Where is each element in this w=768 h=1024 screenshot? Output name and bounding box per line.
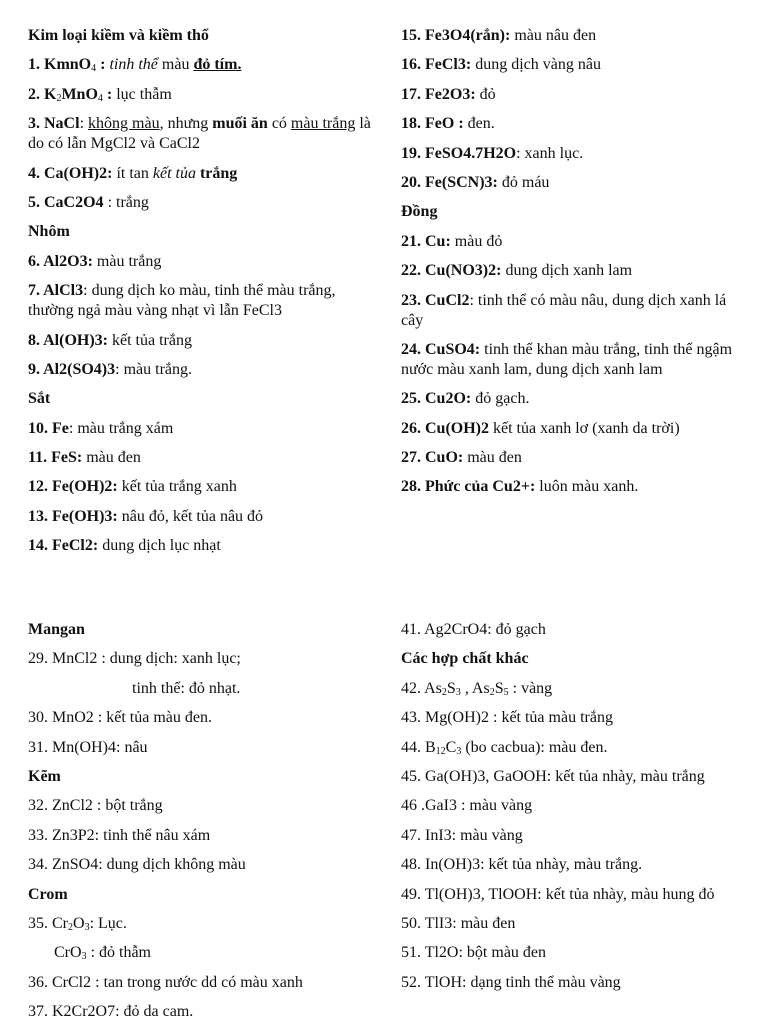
list-item: [28, 360, 373, 380]
text-span: đen.: [463, 115, 495, 133]
list-item: [28, 55, 373, 75]
list-item: [401, 708, 746, 728]
text-span: : dung dịch ko màu, tinh thể màu trắng, thường ngả màu vàng nhạt vì lẫn FeCl3: [28, 282, 336, 320]
text-span: : đỏ thẫm: [86, 944, 151, 962]
text-span: 5. CaC2O4: [28, 193, 104, 211]
text-span: 33. Zn3P2: tinh thể nâu xám: [28, 826, 211, 844]
text-span: trắng: [199, 164, 238, 182]
text-span: màu: [157, 56, 194, 74]
column-left-bottom: [28, 620, 373, 1022]
list-item: [28, 252, 373, 272]
subscript: 2: [441, 686, 447, 698]
text-span: :: [96, 56, 110, 74]
text-span: S: [446, 679, 456, 697]
text-span: , As: [460, 679, 490, 697]
section-heading: [401, 202, 746, 222]
text-span: 20. Fe(SCN)3:: [401, 173, 498, 191]
list-item: [28, 448, 373, 468]
text-span: lục thẫm: [112, 85, 172, 103]
list-item: [28, 331, 373, 351]
list-item: [401, 973, 746, 993]
subscript: 3: [81, 951, 87, 963]
section-heading: [401, 649, 746, 669]
text-span: màu đen: [82, 449, 141, 467]
text-span: 46 .GaI3 : màu vàng: [401, 797, 533, 815]
list-item: [401, 796, 746, 816]
text-span: 8. Al(OH)3:: [28, 331, 108, 349]
text-span: 34. ZnSO4: dung dịch không màu: [28, 856, 246, 874]
text-span: kết tủa: [152, 164, 196, 182]
text-span: :: [79, 115, 89, 133]
list-item: [28, 943, 373, 963]
text-span: 37. K2Cr2O7: đỏ da cam.: [28, 1003, 194, 1021]
subscript: 3: [456, 745, 462, 757]
text-span: 19. FeSO4.7H2O: [401, 144, 517, 162]
list-item: [28, 796, 373, 816]
text-span: : màu trắng.: [115, 360, 192, 378]
text-span: S: [494, 679, 504, 697]
text-span: luôn màu xanh.: [535, 478, 639, 496]
section-heading: [28, 620, 373, 640]
list-item: [401, 389, 746, 409]
text-span: 21. Cu:: [401, 232, 451, 250]
text-span: : trắng: [103, 193, 149, 211]
list-item: [401, 26, 746, 46]
text-span: tinh thể khan màu trắng, tinh thể ngậm nước màu xanh lam, dung dịch xanh lam: [401, 340, 733, 378]
text-span: 47. InI3: màu vàng: [401, 826, 523, 844]
text-span: 29. MnCl2 : dung dịch: xanh lục;: [28, 650, 241, 668]
text-span: : vàng: [508, 679, 553, 697]
text-span: kết tủa xanh lơ (xanh da trời): [489, 419, 680, 437]
text-span: O: [73, 914, 85, 932]
list-item: [28, 419, 373, 439]
list-item: [28, 193, 373, 213]
text-span: MnO: [61, 85, 98, 103]
text-span: 24. CuSO4:: [401, 340, 481, 358]
section-heading: [28, 222, 373, 242]
list-item: [401, 885, 746, 905]
list-item: [401, 261, 746, 281]
text-span: 12. Fe(OH)2:: [28, 478, 118, 496]
list-item: [28, 973, 373, 993]
text-span: đỏ tím.: [193, 56, 242, 74]
list-item: [28, 738, 373, 758]
list-item: [401, 114, 746, 134]
list-item: [401, 767, 746, 787]
text-span: 52. TlOH: dạng tinh thể màu vàng: [401, 973, 621, 991]
text-span: 15. Fe3O4(rắn):: [401, 27, 511, 44]
text-span: 22. Cu(NO3)2:: [401, 262, 502, 280]
text-span: C: [445, 738, 457, 756]
text-span: Các hợp chất khác: [401, 650, 529, 668]
list-item: [401, 679, 746, 699]
text-span: có: [267, 115, 291, 133]
text-span: 13. Fe(OH)3:: [28, 507, 118, 525]
text-span: kết tủa trắng: [108, 331, 192, 349]
text-span: 10. Fe: [28, 419, 69, 437]
text-span: màu đỏ: [450, 232, 503, 250]
text-span: 3. NaCl: [28, 115, 80, 133]
text-span: màu nâu đen: [510, 27, 597, 44]
text-span: màu trắng: [290, 115, 356, 133]
list-item: [28, 679, 373, 699]
list-item: [401, 291, 746, 331]
text-span: tinh thể: [109, 56, 158, 74]
text-span: 42. As: [401, 679, 442, 697]
text-span: Mangan: [28, 621, 85, 638]
text-span: 32. ZnCl2 : bột trắng: [28, 797, 163, 815]
text-span: không màu: [88, 115, 160, 133]
text-span: 30. MnO2 : kết tủa màu đen.: [28, 709, 212, 727]
text-span: 28. Phức của Cu2+:: [401, 478, 536, 496]
text-span: là do có lẫn MgCl2 và CaCl2: [28, 115, 371, 153]
text-span: 31. Mn(OH)4: nâu: [28, 738, 148, 756]
text-span: dung dịch vàng nâu: [471, 56, 601, 74]
text-span: 7. AlCl3: [28, 282, 84, 300]
list-item: [28, 1002, 373, 1022]
text-span: , nhưng: [159, 115, 213, 133]
subscript: 2: [56, 92, 62, 104]
text-span: kết tủa trắng xanh: [117, 478, 237, 496]
list-item: [401, 144, 746, 164]
text-span: 49. Tl(OH)3, TlOOH: kết tủa nhày, màu hung đỏ: [401, 885, 715, 903]
list-item: [401, 477, 746, 497]
section-heading: [28, 389, 373, 409]
text-span: dung dịch lục nhạt: [98, 537, 221, 555]
text-span: 25. Cu2O:: [401, 390, 472, 408]
text-span: Sắt: [28, 390, 51, 408]
text-span: : màu trắng xám: [68, 419, 174, 437]
list-item: [28, 708, 373, 728]
text-span: đỏ: [475, 85, 496, 103]
subscript: 2: [68, 921, 73, 933]
text-span: 26. Cu(OH)2: [401, 419, 489, 437]
text-span: 16. FeCl3:: [401, 56, 472, 74]
list-item: [401, 620, 746, 640]
list-item: [401, 943, 746, 963]
text-span: đỏ gạch.: [471, 390, 530, 408]
text-span: muối ăn: [212, 115, 268, 133]
text-span: : xanh lục.: [516, 144, 584, 162]
list-item: [28, 649, 373, 669]
list-item: [28, 536, 373, 556]
text-span: màu đen: [463, 449, 522, 467]
text-span: 41. Ag2CrO4: đỏ gạch: [401, 621, 546, 638]
subscript: 4: [97, 92, 103, 104]
text-span: 43. Mg(OH)2 : kết tủa màu trắng: [401, 709, 613, 727]
text-span: CrO: [54, 944, 82, 962]
list-item: [28, 281, 373, 321]
section-heading: [28, 26, 373, 46]
subscript: 12: [435, 745, 446, 757]
text-span: 4. Ca(OH)2:: [28, 164, 113, 182]
text-span: 48. In(OH)3: kết tủa nhày, màu trắng.: [401, 856, 643, 874]
list-item: [401, 855, 746, 875]
text-span: 44. B: [401, 738, 436, 756]
section-heading: [28, 885, 373, 905]
subscript: 4: [91, 63, 97, 75]
text-span: Kẽm: [28, 767, 61, 785]
text-span: 2. K: [28, 85, 57, 103]
text-span: đỏ máu: [497, 173, 550, 191]
text-span: 9. Al2(SO4)3: [28, 360, 116, 378]
list-item: [28, 477, 373, 497]
text-span: Crom: [28, 885, 68, 903]
column-right-bottom: [401, 620, 746, 993]
list-item: [401, 55, 746, 75]
text-span: : tinh thể có màu nâu, dung dịch xanh lá cây: [401, 291, 727, 329]
column-right-top: [401, 26, 746, 497]
text-span: : Lục.: [89, 914, 127, 932]
subscript: 3: [84, 921, 90, 933]
text-span: 14. FeCl2:: [28, 537, 99, 555]
list-item: [28, 85, 373, 105]
subscript: 5: [503, 686, 509, 698]
text-span: 45. Ga(OH)3, GaOOH: kết tủa nhày, màu trắng: [401, 767, 705, 785]
text-span: 11. FeS:: [28, 449, 83, 467]
text-span: tinh thể: đỏ nhạt.: [132, 679, 241, 697]
list-item: [401, 738, 746, 758]
list-item: [401, 232, 746, 252]
text-span: 51. Tl2O: bột màu đen: [401, 944, 547, 962]
section-heading: [28, 767, 373, 787]
text-span: :: [102, 85, 113, 103]
text-span: nâu đỏ, kết tủa nâu đỏ: [117, 507, 264, 525]
list-item: [401, 419, 746, 439]
text-span: 6. Al2O3:: [28, 252, 93, 270]
text-span: (bo cacbua): màu đen.: [461, 738, 608, 756]
text-span: 50. TlI3: màu đen: [401, 914, 516, 932]
list-item: [401, 85, 746, 105]
list-item: [401, 826, 746, 846]
list-item: [28, 164, 373, 184]
text-span: 18. FeO :: [401, 115, 464, 133]
column-left-top: [28, 26, 373, 556]
text-span: 27. CuO:: [401, 449, 464, 467]
list-item: [28, 855, 373, 875]
list-item: [401, 448, 746, 468]
text-span: 1. KmnO: [28, 56, 92, 74]
text-span: 36. CrCl2 : tan trong nước dd có màu xanh: [28, 973, 303, 991]
list-item: [401, 340, 746, 380]
text-span: ít tan: [112, 164, 153, 182]
list-item: [28, 114, 373, 154]
list-item: [401, 173, 746, 193]
list-item: [28, 914, 373, 934]
text-span: Đồng: [401, 203, 438, 221]
text-span: 17. Fe2O3:: [401, 85, 476, 103]
list-item: [28, 826, 373, 846]
list-item: [401, 914, 746, 934]
text-span: 23. CuCl2: [401, 291, 470, 309]
subscript: 3: [455, 686, 461, 698]
text-span: Kim loại kiềm và kiềm thổ: [28, 27, 209, 44]
text-span: dung dịch xanh lam: [501, 262, 633, 280]
text-span: Nhôm: [28, 223, 70, 241]
text-span: màu trắng: [92, 252, 162, 270]
text-span: 35. Cr: [28, 914, 68, 932]
subscript: 2: [489, 686, 495, 698]
list-item: [28, 507, 373, 527]
